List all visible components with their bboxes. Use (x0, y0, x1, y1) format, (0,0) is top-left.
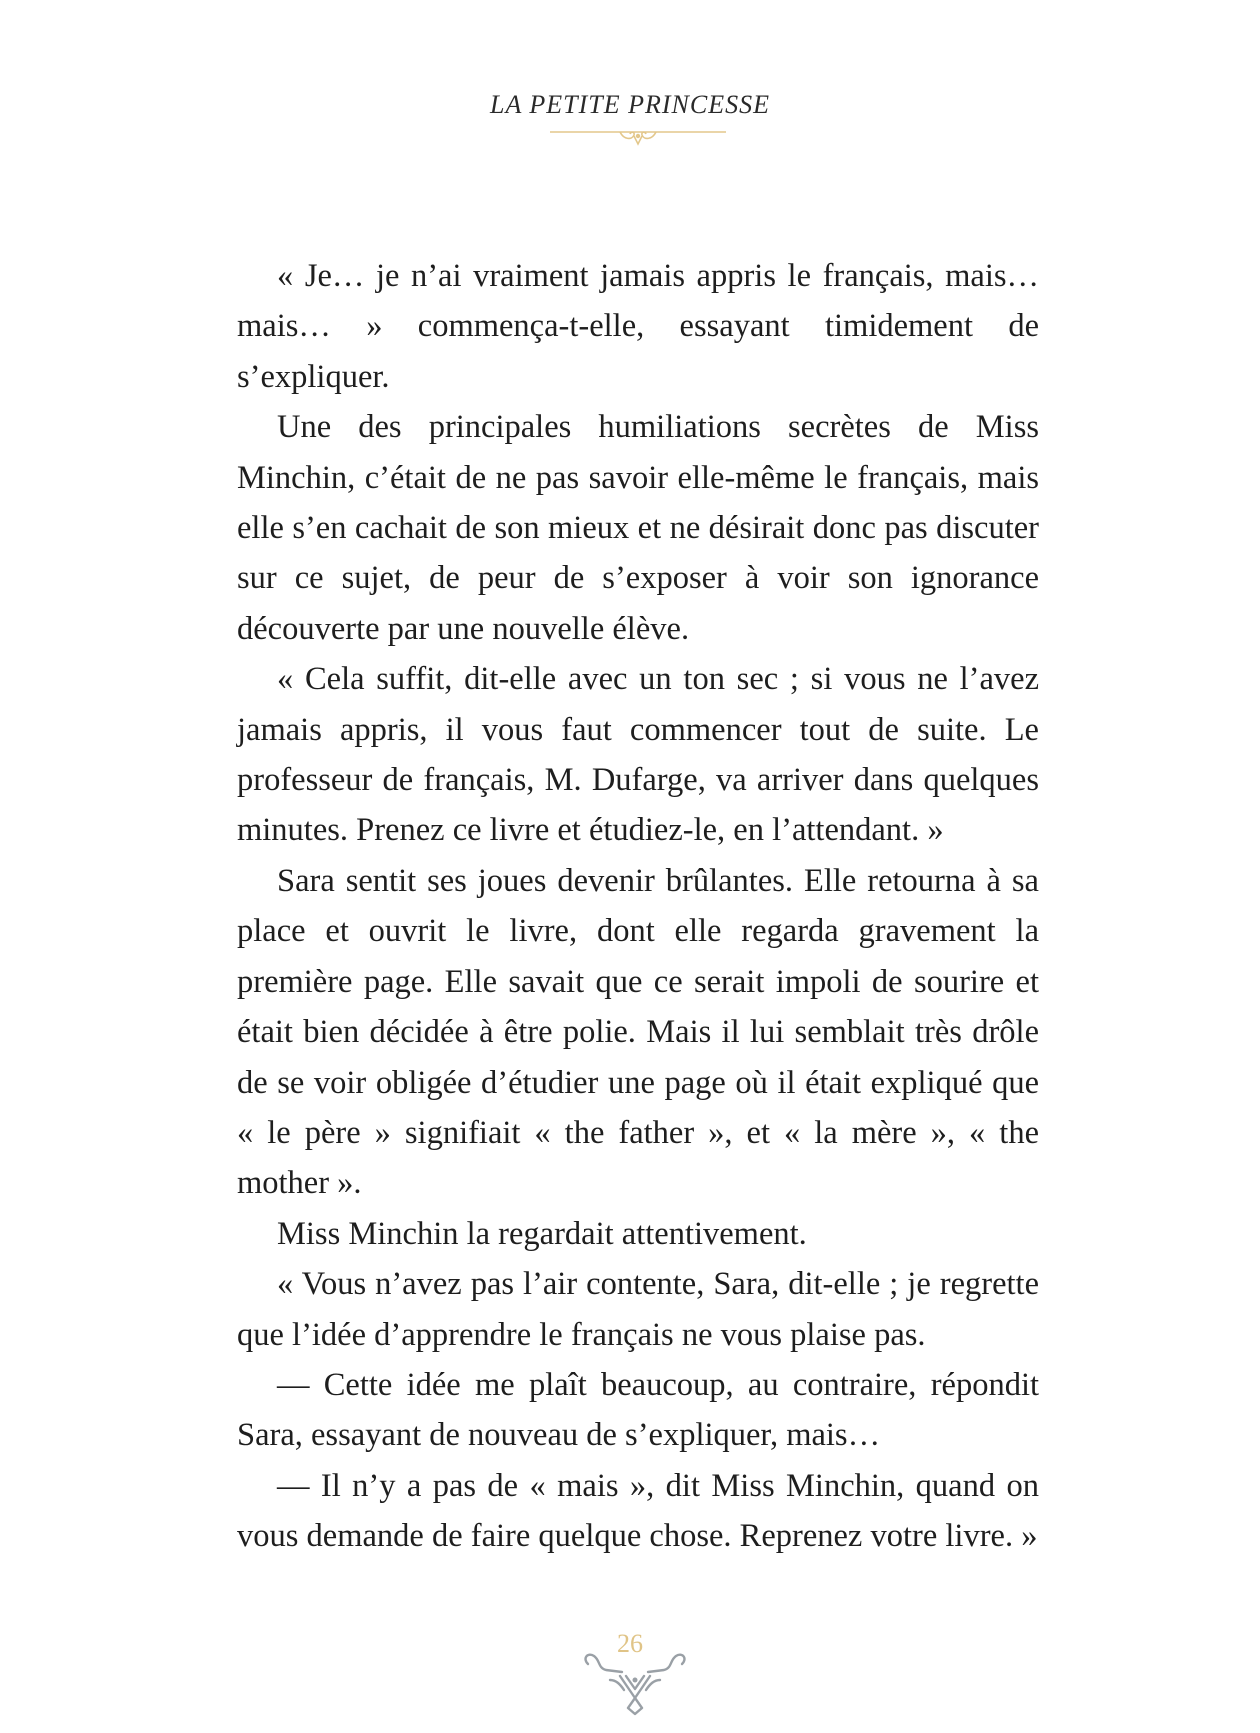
paragraph: « Je… je n’ai vraiment jamais appris le français, mais… mais… » commença-t-elle, essayant timidement de s’expliquer. (237, 258, 1039, 395)
paragraph: — Il n’y a pas de « mais », dit Miss Minchin, quand on vous demande de faire quelque chose. Reprenez votre livre. » (237, 1467, 1039, 1555)
paragraph: « Cela suffit, dit-elle avec un ton sec ; si vous ne l’avez jamais appris, il vous faut commencer tout de suite. Le professeur de français, M. Dufarge, va arriver dans quelques minutes. Prenez ce livre et étudiez-le, en l’attendant. » (237, 661, 1039, 849)
running-title: LA PETITE PRINCESSE (490, 90, 770, 119)
page-number: 26 (617, 1629, 643, 1658)
paragraph: Une des principales humiliations secrètes de Miss Minchin, c’était de ne pas savoir elle-même le français, mais elle s’en cachait de son mieux et ne désirait donc pas discuter sur ce sujet, de peur de s’exposer à voir son ignorance découverte par une nouvelle élève. (237, 409, 1039, 647)
paragraph: « Vous n’avez pas l’air contente, Sara, dit-elle ; je regrette que l’idée d’apprendre le français ne vous plaise pas. (237, 1266, 1039, 1353)
body-text (237, 251, 1039, 1562)
paragraph: — Cette idée me plaît beaucoup, au contraire, répondit Sara, essayant de nouveau de s’expliquer, mais… (237, 1366, 1039, 1454)
fleuron-ornament-icon (580, 1650, 690, 1716)
scroll-ornament-icon (550, 124, 726, 148)
paragraph: Miss Minchin la regardait attentivement. (277, 1215, 807, 1252)
paragraph: Sara sentit ses joues devenir brûlantes. Elle retourna à sa place et ouvrit le livre, dont elle regarda gravement la première page. Elle savait que ce serait impoli de sourire et était bien décidée à être polie. Mais il lui semblait très drôle de se voir obligée d’étudier une page où il était expliqué que « le père » signifiait « the father », et « la mère », « the mother ». (237, 862, 1039, 1202)
